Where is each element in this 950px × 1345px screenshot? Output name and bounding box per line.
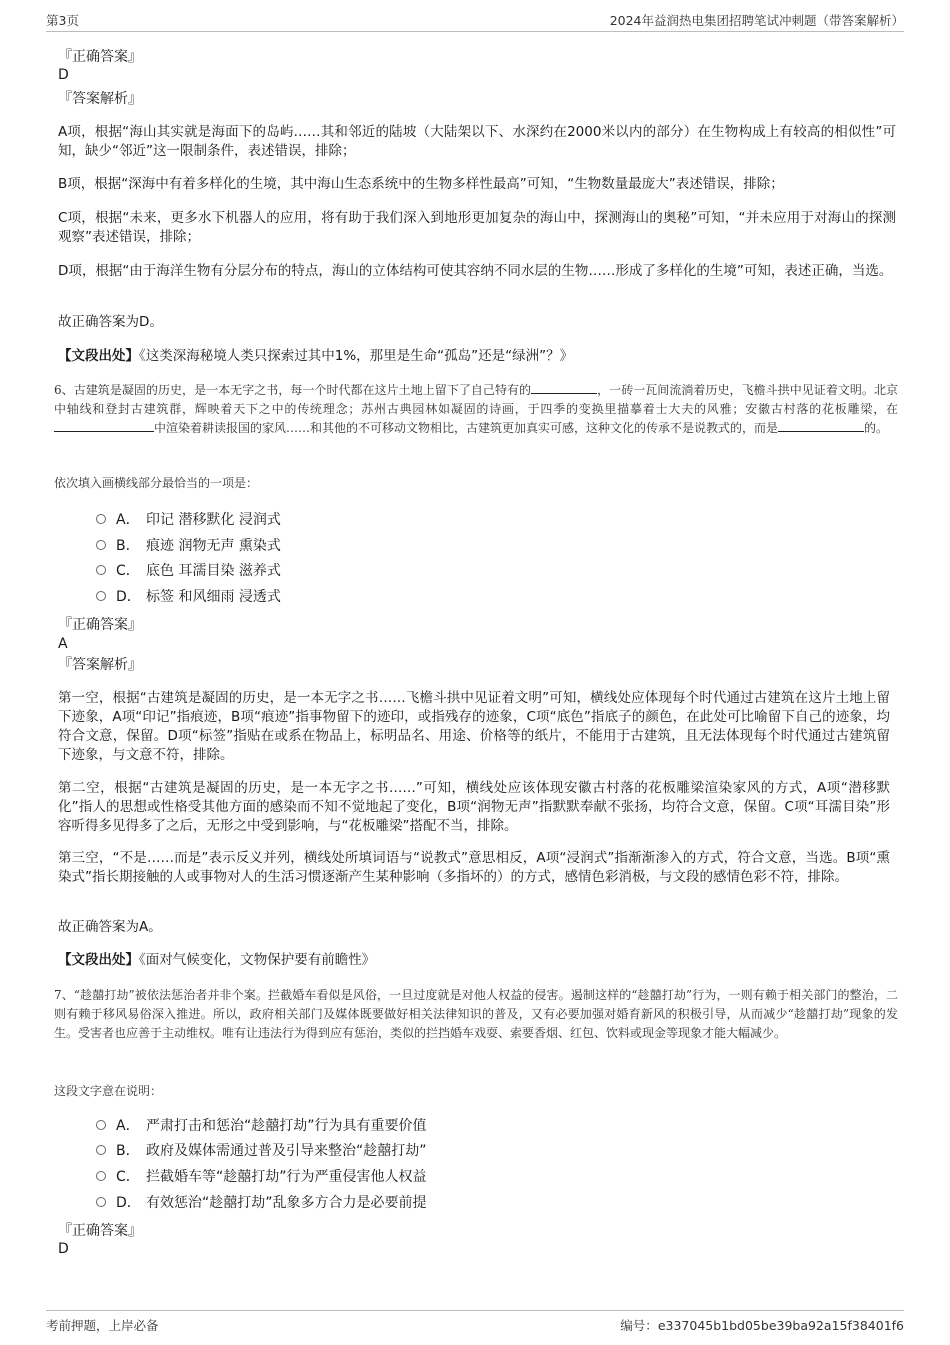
q7-stem: 7、“趁囍打劫”被依法惩治者并非个案。拦截婚车看似是风俗，一旦过度就是对他人权益的侵害。遏制这样的“趁囍打劫”行为，一则有赖于相关部门的整治，二则有赖于移风易俗深入推进。所以，政府相关部门及媒体既要做好相关法律知识的普及，又有必要加强对婚育新风的积极引导，从而减少“趁囍打劫”现象的发生。受害者也应善于主动维权。唯有让违法行为得到应有惩治，类似的拦挡婚车戏耍、索要香烟、红包、饮料或现金等现象才能大幅减少。: [54, 988, 898, 1040]
q6-blank-3: [778, 419, 864, 432]
q7-option-d[interactable]: D． 有效惩治“趁囍打劫”乱象多方合力是必要前提: [96, 1194, 427, 1212]
q6-analysis-paragraph: 第二空，根据“古建筑是凝固的历史，是一本无字之书……”可知，横线处应该体现安徽古村落的花板雕梁渲染家风的方式，A项“潜移默化”指人的思想或性格受其他方面的感染而不知不觉地起了变化，B项“润物无声”指默默奉献不张扬，均符合文意，保留。C项“耳濡目染”形容听得多见得多了之后，无形之中受到影响，与“花板雕梁”搭配不当，排除。: [58, 780, 890, 834]
q5-analysis-paragraph: B项，根据“深海中有着多样化的生境，其中海山生态系统中的生物多样性最高”可知，“生物数量最庞大”表述错误，排除；: [58, 176, 784, 192]
q5-correct-answer: D: [58, 67, 69, 83]
page-number: 第3页: [46, 13, 79, 28]
radio-icon[interactable]: [96, 540, 106, 550]
q5-correct-answer-label: 『正确答案』: [58, 49, 142, 65]
radio-icon[interactable]: [96, 1145, 106, 1155]
q6-conclusion: 故正确答案为A。: [58, 919, 162, 935]
q5-conclusion: 故正确答案为D。: [58, 314, 163, 330]
q7-option-a[interactable]: A． 严肃打击和惩治“趁囍打劫”行为具有重要价值: [96, 1117, 427, 1135]
q6-blank-2: [54, 419, 154, 432]
q5-analysis-label: 『答案解析』: [58, 91, 142, 107]
q6-stem-part3: 中渲染着耕读报国的家风……和其他的不可移动文物相比，古建筑更加真实可感，这种文化的传承不是说教式的，而是: [154, 421, 779, 435]
q6-source: [58, 951, 375, 970]
q7-correct-answer: D: [58, 1241, 69, 1257]
source-tag: 【文段出处】: [58, 348, 139, 364]
radio-icon[interactable]: [96, 1197, 106, 1207]
source-tag: 【文段出处】: [58, 952, 139, 968]
q6-analysis-label: 『答案解析』: [58, 657, 142, 673]
source-title: 《这类深海秘境人类只探索过其中1%，那里是生命“孤岛”还是“绿洲”？》: [139, 348, 574, 364]
radio-icon[interactable]: [96, 1120, 106, 1130]
q7-option-b[interactable]: B． 政府及媒体需通过普及引导来整治“趁囍打劫”: [96, 1142, 427, 1160]
q6-correct-answer: A: [58, 636, 68, 652]
code-label: 编号：: [620, 1318, 658, 1333]
footer-slogan: 考前押题，上岸必备: [46, 1318, 159, 1333]
q5-analysis-paragraph: D项，根据“由于海洋生物有分层分布的特点，海山的立体结构可使其容纳不同水层的生物……形成了多样化的生境”可知，表述正确，当选。: [58, 263, 893, 279]
q6-blank-1: [531, 381, 597, 394]
q7-prompt: 这段文字意在说明：: [54, 1084, 163, 1098]
source-title: 《面对气候变化，文物保护要有前瞻性》: [139, 952, 376, 968]
radio-icon[interactable]: [96, 565, 106, 575]
document-title: 2024年益润热电集团招聘笔试冲刺题（带答案解析）: [609, 13, 904, 28]
page-header: [46, 9, 904, 32]
q7-correct-answer-label: 『正确答案』: [58, 1223, 142, 1239]
q6-option-b[interactable]: B． 痕迹 润物无声 熏染式: [96, 537, 281, 555]
document-code: [620, 1316, 904, 1334]
q6-analysis-paragraph: 第一空，根据“古建筑是凝固的历史，是一本无字之书……飞檐斗拱中见证着文明”可知，横线处应体现每个时代通过古建筑在这片土地上留下迹象，A项“印记”指痕迹，B项“痕迹”指事物留下的迹印，或指残存的迹象，C项“底色”指底子的颜色，在此处可比喻留下自己的迹象，均符合文意，保留。D项“标签”指贴在或系在物品上，标明品名、用途、价格等的纸片，不能用于古建筑，且无法体现每个时代通过古建筑留下迹象，与文意不符，排除。: [58, 690, 890, 763]
q5-analysis-paragraph: A项，根据“海山其实就是海面下的岛屿……其和邻近的陆坡（大陆架以下、水深约在2000米以内的部分）在生物构成上有较高的相似性”可知，缺少“邻近”这一限制条件，表述错误，排除；: [58, 124, 896, 159]
radio-icon[interactable]: [96, 514, 106, 524]
q6-stem-part1: 6、古建筑是凝固的历史，是一本无字之书，每一个时代都在这片土地上留下了自己特有的: [54, 383, 532, 397]
q6-option-d[interactable]: D． 标签 和风细雨 浸透式: [96, 588, 281, 606]
q5-analysis-paragraph: C项，根据“未来，更多水下机器人的应用，将有助于我们深入到地形更加复杂的海山中，探测海山的奥秘”可知，“并未应用于对海山的探测观察”表述错误，排除；: [58, 210, 896, 245]
code-value: e337045b1bd05be39ba92a15f38401f6: [657, 1318, 904, 1333]
q6-option-c[interactable]: C． 底色 耳濡目染 滋养式: [96, 562, 281, 580]
q6-stem-part2: ，一砖一瓦间流淌着历史，飞檐斗拱中见证着文明。北京中轴线和登封古建筑群，辉映着天下之中的传统理念；苏州古典园林如凝固的诗画，于四季的变换里描摹着士大夫的风雅；安徽古村落的花板雕梁，在: [54, 383, 898, 416]
radio-icon[interactable]: [96, 1171, 106, 1181]
q6-prompt: 依次填入画横线部分最恰当的一项是：: [54, 476, 259, 490]
q5-source: [58, 347, 573, 366]
q6-stem-part4: 的。: [864, 421, 889, 435]
q6-analysis-paragraph: 第三空，“不是……而是”表示反义并列，横线处所填词语与“说教式”意思相反，A项“浸润式”指渐渐渗入的方式，符合文意，当选。B项“熏染式”指长期接触的人或事物对人的生活习惯逐渐产生某种影响（多指坏的）的方式，感情色彩消极，与文段的感情色彩不符，排除。: [58, 850, 890, 885]
radio-icon[interactable]: [96, 591, 106, 601]
q6-correct-answer-label: 『正确答案』: [58, 617, 142, 633]
page-footer: [46, 1310, 904, 1333]
q6-stem: [54, 381, 898, 438]
q6-option-a[interactable]: A． 印记 潜移默化 浸润式: [96, 511, 281, 529]
q7-option-c[interactable]: C． 拦截婚车等“趁囍打劫”行为严重侵害他人权益: [96, 1168, 427, 1186]
